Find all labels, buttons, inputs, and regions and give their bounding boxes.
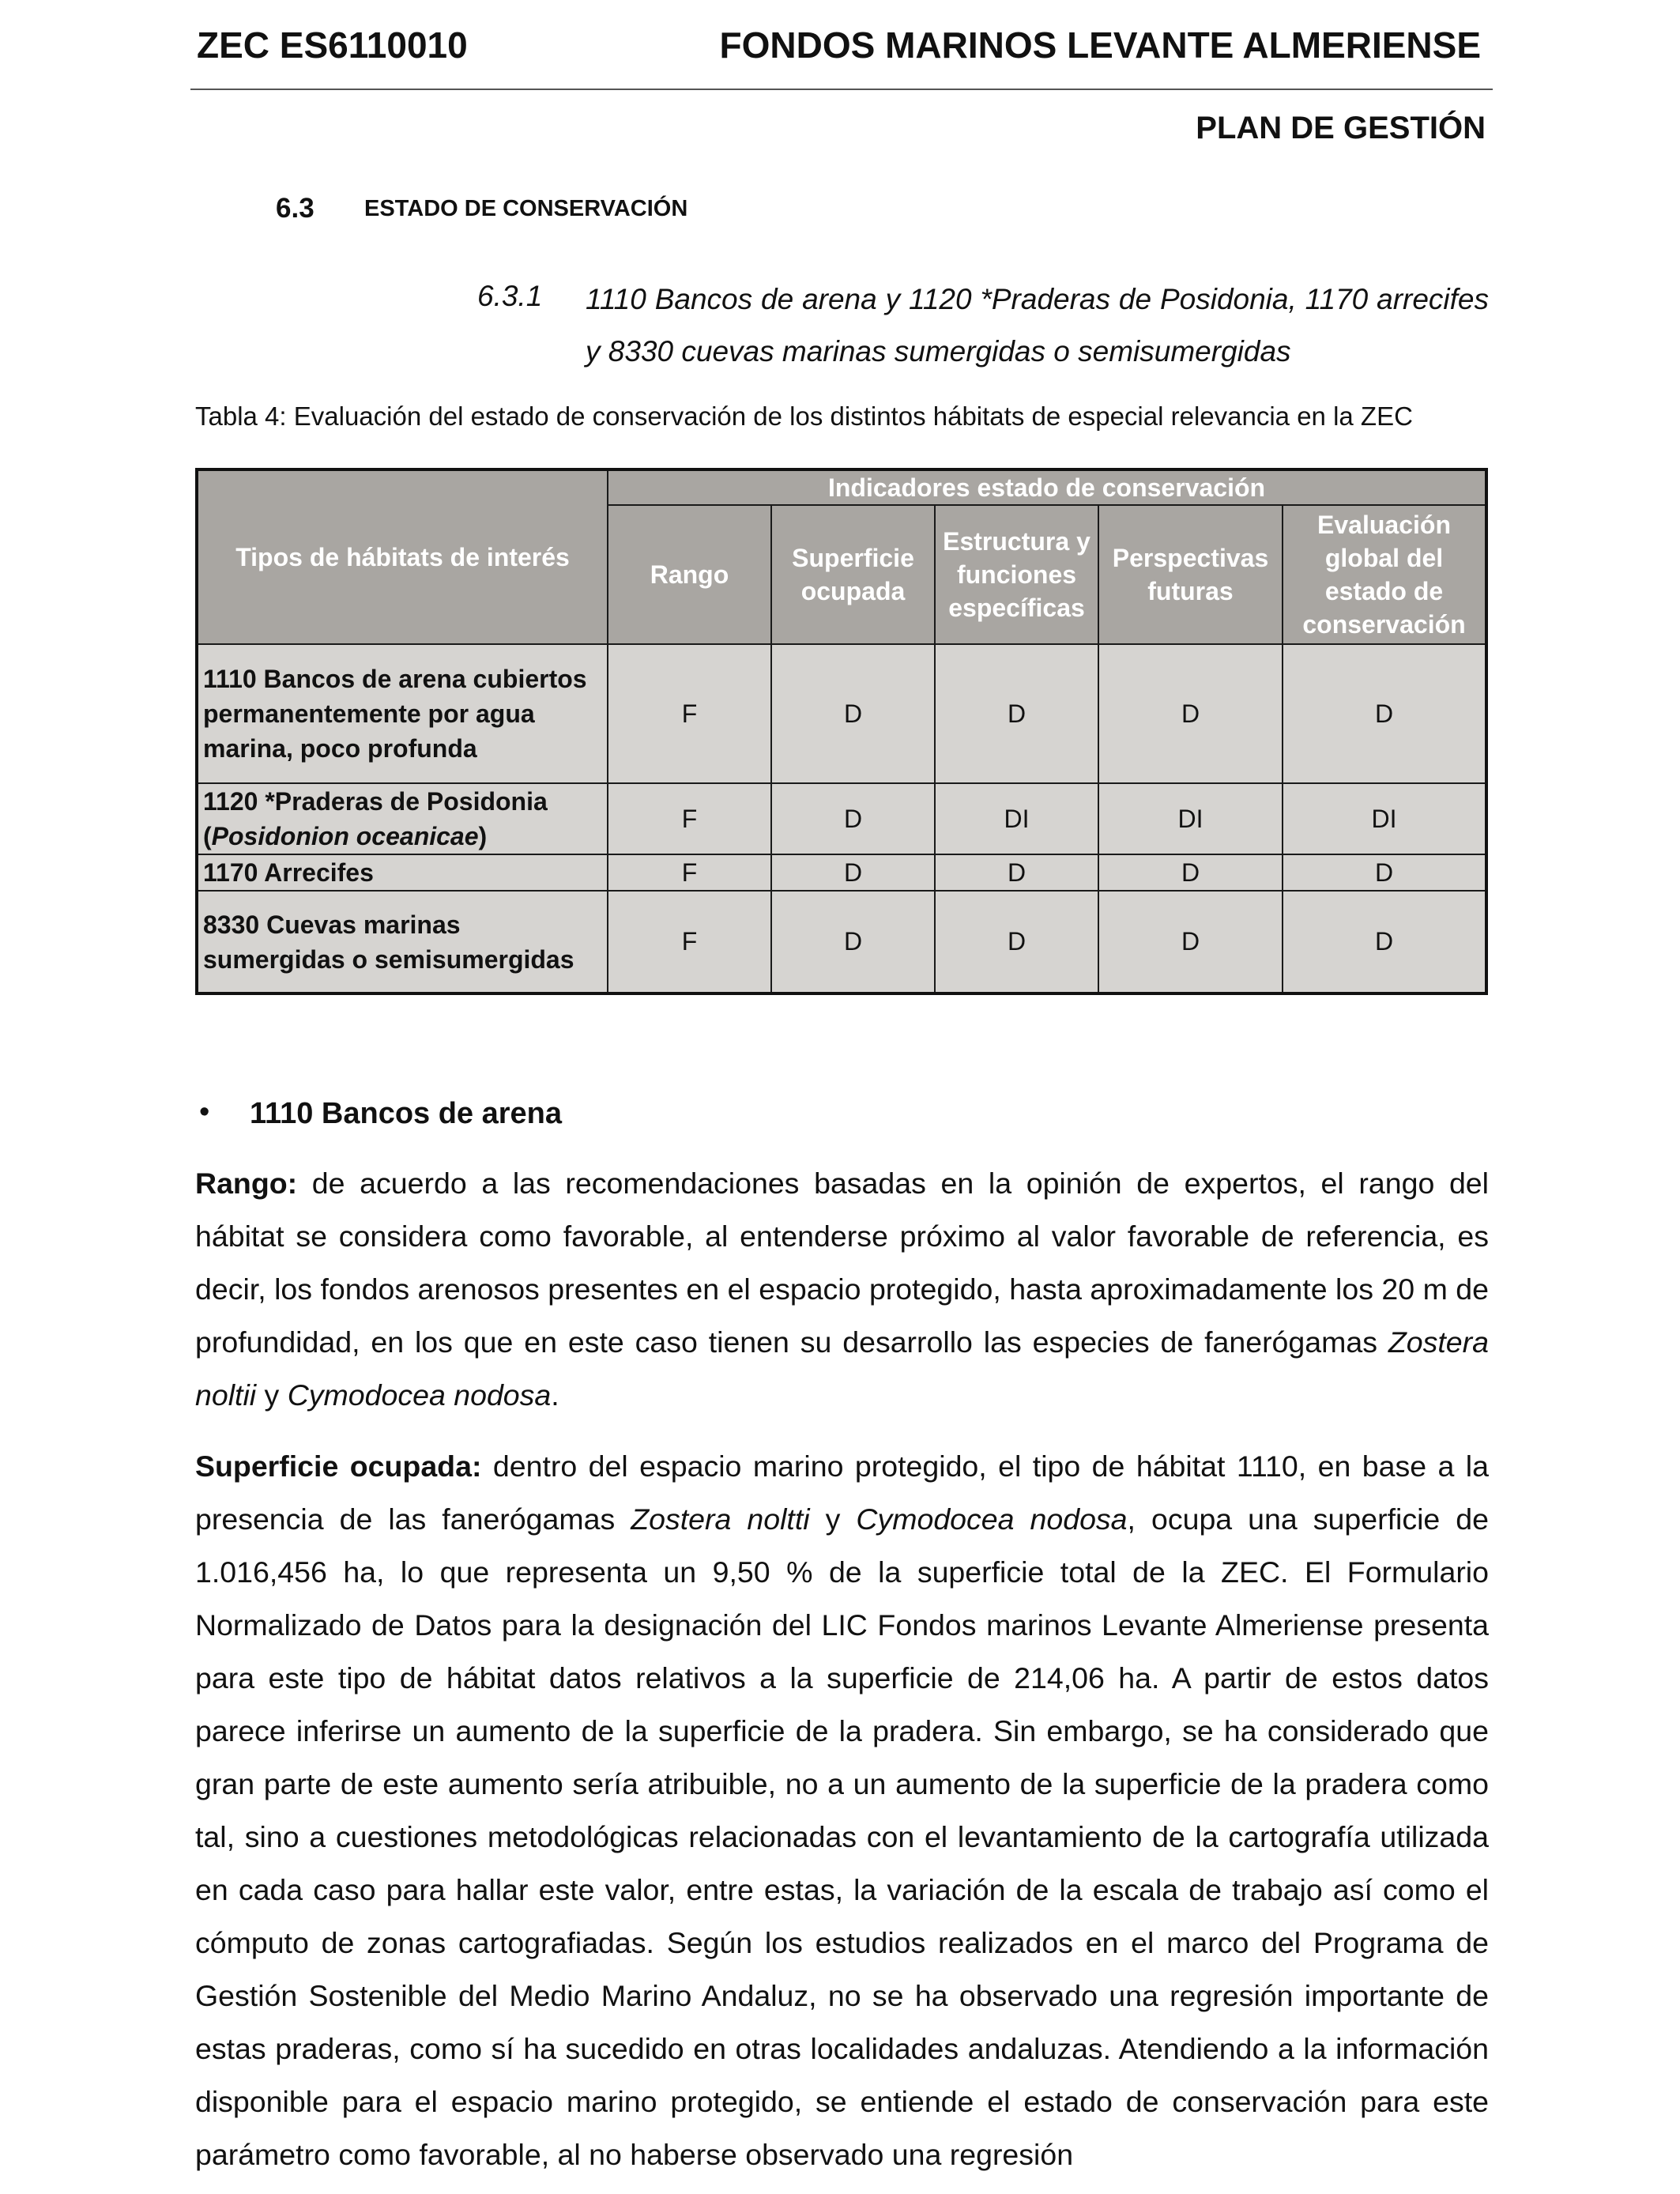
table-cell: D	[1098, 854, 1283, 891]
table-row	[197, 891, 1486, 993]
paragraph-text: y	[256, 1378, 288, 1412]
subsection-number: 6.3.1	[477, 280, 543, 312]
header-plan-title: PLAN DE GESTIÓN	[1196, 111, 1486, 145]
table-cell: D	[771, 644, 935, 783]
species-name: Cymodocea nodosa	[856, 1502, 1128, 1536]
species-name: Zostera noltii	[195, 1325, 1489, 1412]
paragraph-text: , ocupa una superficie de 1.016,456 ha, lo que representa un 9,50 % de la superficie total de la ZEC. El Formulario Normalizado de Datos para la designación del LIC Fondos marinos Levante Almeriense presenta para este tipo de hábitat datos relativos a la superficie de 214,06 ha. A partir de estos datos parece inferirse un aumento de la superficie de la pradera. Sin embargo, se ha considerado que gran parte de este aumento sería atribuible, no a un aumento de la superficie de la pradera como tal, sino a cuestiones metodológicas relacionadas con el levantamiento de la cartografía utilizada en cada caso para hallar este valor, entre estas, la variación de la escala de trabajo así como el cómputo de zonas cartografiadas. Según los estudios realizados en el marco del Programa de Gestión Sostenible del Medio Marino Andaluz, no se ha observado una regresión importante de estas praderas, como sí ha sucedido en otras localidades andaluzas. Atendiendo a la información disponible para el espacio marino protegido, se entiende el estado de conservación para este parámetro como favorable, al no haberse observado una regresión	[195, 1502, 1489, 2171]
table-cell: D	[1283, 644, 1486, 783]
conservation-table	[195, 468, 1488, 995]
paragraph-label: Superficie ocupada:	[195, 1449, 482, 1483]
table-cell: D	[771, 891, 935, 993]
column-header-evaluacion: Evaluación global del estado de conservación	[1283, 505, 1486, 644]
section-number: 6.3	[276, 193, 315, 224]
table-cell: DI	[1098, 783, 1283, 854]
table-row	[197, 644, 1486, 783]
species-name: Cymodocea nodosa	[287, 1378, 552, 1412]
table-cell: D	[1098, 644, 1283, 783]
habitat-name: 8330 Cuevas marinas sumergidas o semisumergidas	[197, 891, 608, 993]
table-cell: DI	[1283, 783, 1486, 854]
paragraph-text: de acuerdo a las recomendaciones basadas en la opinión de expertos, el rango del hábitat se considera como favorable, al entenderse próximo al valor favorable de referencia, es decir, los fondos arenosos presentes en el espacio protegido, hasta aproximadamente los 20 m de profundidad, en los que en este caso tienen su desarrollo las especies de fanerógamas	[195, 1167, 1489, 1359]
habitat-name: 1110 Bancos de arena cubiertos permanentemente por agua marina, poco profunda	[197, 644, 608, 783]
table-cell: F	[608, 783, 771, 854]
table-cell: D	[1283, 891, 1486, 993]
column-header-superficie: Superficie ocupada	[771, 505, 935, 644]
header-site-code: ZEC ES6110010	[197, 25, 468, 66]
table-row	[197, 854, 1486, 891]
table-cell: DI	[935, 783, 1098, 854]
bullet-heading: 1110 Bancos de arena	[250, 1097, 563, 1130]
paragraph-superficie	[195, 1440, 1489, 2181]
paragraph-text: .	[551, 1378, 559, 1412]
habitat-name: 1170 Arrecifes	[197, 854, 608, 891]
table-cell: F	[608, 891, 771, 993]
subsection-title: 1110 Bancos de arena y 1120 *Praderas de Posidonia, 1170 arrecifes y 8330 cuevas marinas sumergidas o semisumergidas	[586, 283, 1489, 368]
header-divider	[190, 89, 1493, 90]
table-cell: F	[608, 854, 771, 891]
habitat-species-italic: Posidonion oceanicae	[211, 822, 479, 850]
table-cell: F	[608, 644, 771, 783]
column-header-rango: Rango	[608, 505, 771, 644]
table-cell: D	[1283, 854, 1486, 891]
habitat-name	[197, 783, 608, 854]
bullet-marker: •	[199, 1095, 210, 1129]
habitat-paren-close: )	[478, 822, 488, 850]
column-header-perspectivas: Perspectivas futuras	[1098, 505, 1283, 644]
section-title: ESTADO DE CONSERVACIÓN	[364, 196, 688, 221]
table-cell: D	[935, 854, 1098, 891]
species-name: Zostera noltti	[631, 1502, 810, 1536]
table-cell: D	[771, 783, 935, 854]
habitat-paren-open: (	[203, 822, 212, 850]
paragraph-text: dentro del espacio marino protegido, el tipo de hábitat 1110, en base a la presencia de las fanerógamas	[195, 1449, 1489, 1536]
column-header-estructura: Estructura y funciones específicas	[935, 505, 1098, 644]
header-site-title: FONDOS MARINOS LEVANTE ALMERIENSE	[719, 25, 1481, 66]
habitat-name-main: 1120 *Praderas de Posidonia	[203, 787, 548, 816]
table-cell: D	[935, 644, 1098, 783]
paragraph-rango	[195, 1157, 1489, 1422]
paragraph-text: y	[809, 1502, 857, 1536]
habitat-type-header: Tipos de hábitats de interés	[197, 469, 608, 644]
conservation-table-wrapper	[195, 468, 1485, 994]
indicators-group-header: Indicadores estado de conservación	[608, 469, 1486, 505]
table-cell: D	[771, 854, 935, 891]
table-cell: D	[935, 891, 1098, 993]
table-cell: D	[1098, 891, 1283, 993]
table-caption: Tabla 4: Evaluación del estado de conservación de los distintos hábitats de especial relevancia en la ZEC	[195, 401, 1413, 431]
paragraph-label: Rango:	[195, 1167, 298, 1200]
table-row	[197, 783, 1486, 854]
